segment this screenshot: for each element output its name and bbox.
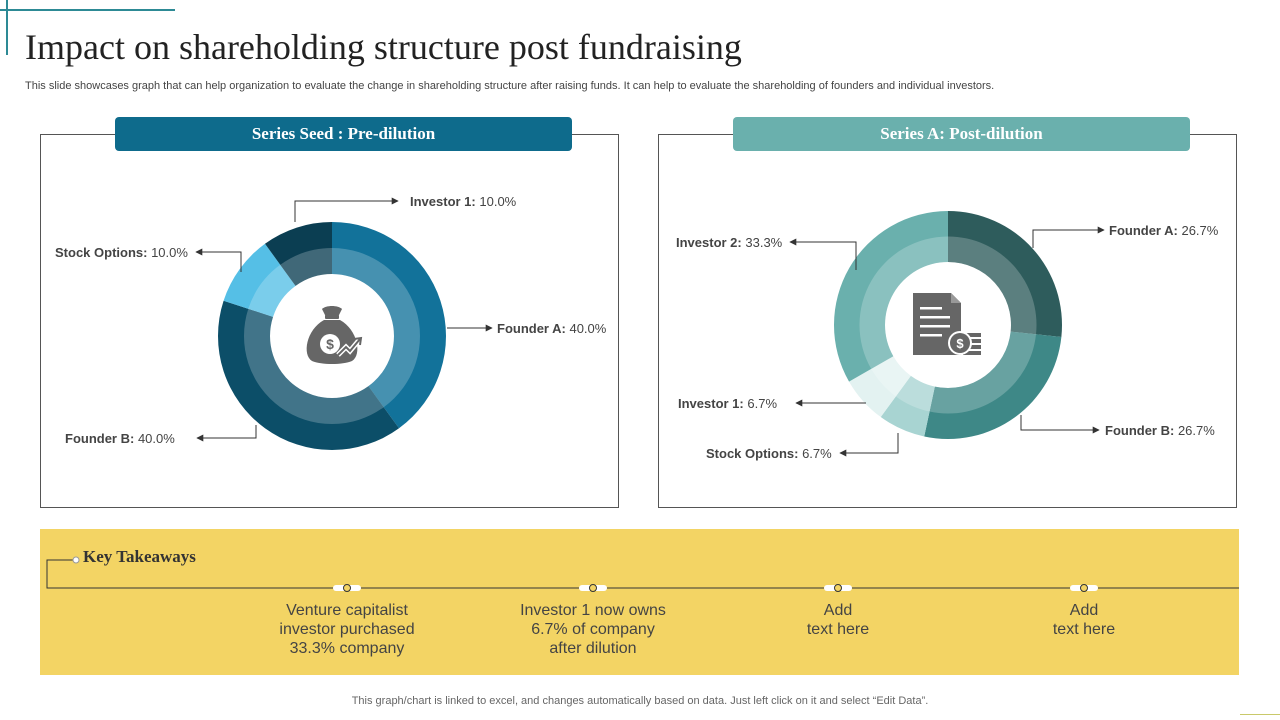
label-investor-2: Investor 2: 33.3% <box>676 235 783 250</box>
takeaway-item-1: Venture capitalist investor purchased 33.3% company <box>279 602 415 657</box>
takeaway-item-4: Add text here <box>1052 602 1116 638</box>
key-takeaways-title: Key Takeaways <box>83 547 196 566</box>
page-title: Impact on shareholding structure post fundraising <box>25 27 742 67</box>
svg-text:$: $ <box>956 336 964 351</box>
label-investor-1: Investor 1: 10.0% <box>410 194 517 209</box>
takeaway-item-3: Add text here <box>806 602 870 638</box>
footer-note: This graph/chart is linked to excel, and changes automatically based on data. Just left click on it and select “Edit Data”. <box>351 695 929 707</box>
takeaway-item-2: Investor 1 now owns 6.7% of company after dilution <box>520 602 666 657</box>
label-investor-1: Investor 1: 6.7% <box>678 396 778 411</box>
label-stock-options: Stock Options: 10.0% <box>55 245 188 260</box>
label-stock-options: Stock Options: 6.7% <box>706 446 832 461</box>
label-founder-b: Founder B: 26.7% <box>1105 423 1215 438</box>
post-dilution-header: Series A: Post-dilution <box>733 117 1190 151</box>
corner-accent-bottom-right <box>1240 714 1280 715</box>
label-founder-a: Founder A: 26.7% <box>1109 223 1219 238</box>
svg-text:$: $ <box>326 336 334 352</box>
label-founder-a: Founder A: 40.0% <box>497 321 607 336</box>
page-subtitle: This slide showcases graph that can help organization to evaluate the change in shareholding structure after raising funds. It can help to evaluate the shareholding of founders and individual investors. <box>25 80 995 92</box>
pre-dilution-header: Series Seed : Pre-dilution <box>115 117 572 151</box>
label-founder-b: Founder B: 40.0% <box>65 431 175 446</box>
